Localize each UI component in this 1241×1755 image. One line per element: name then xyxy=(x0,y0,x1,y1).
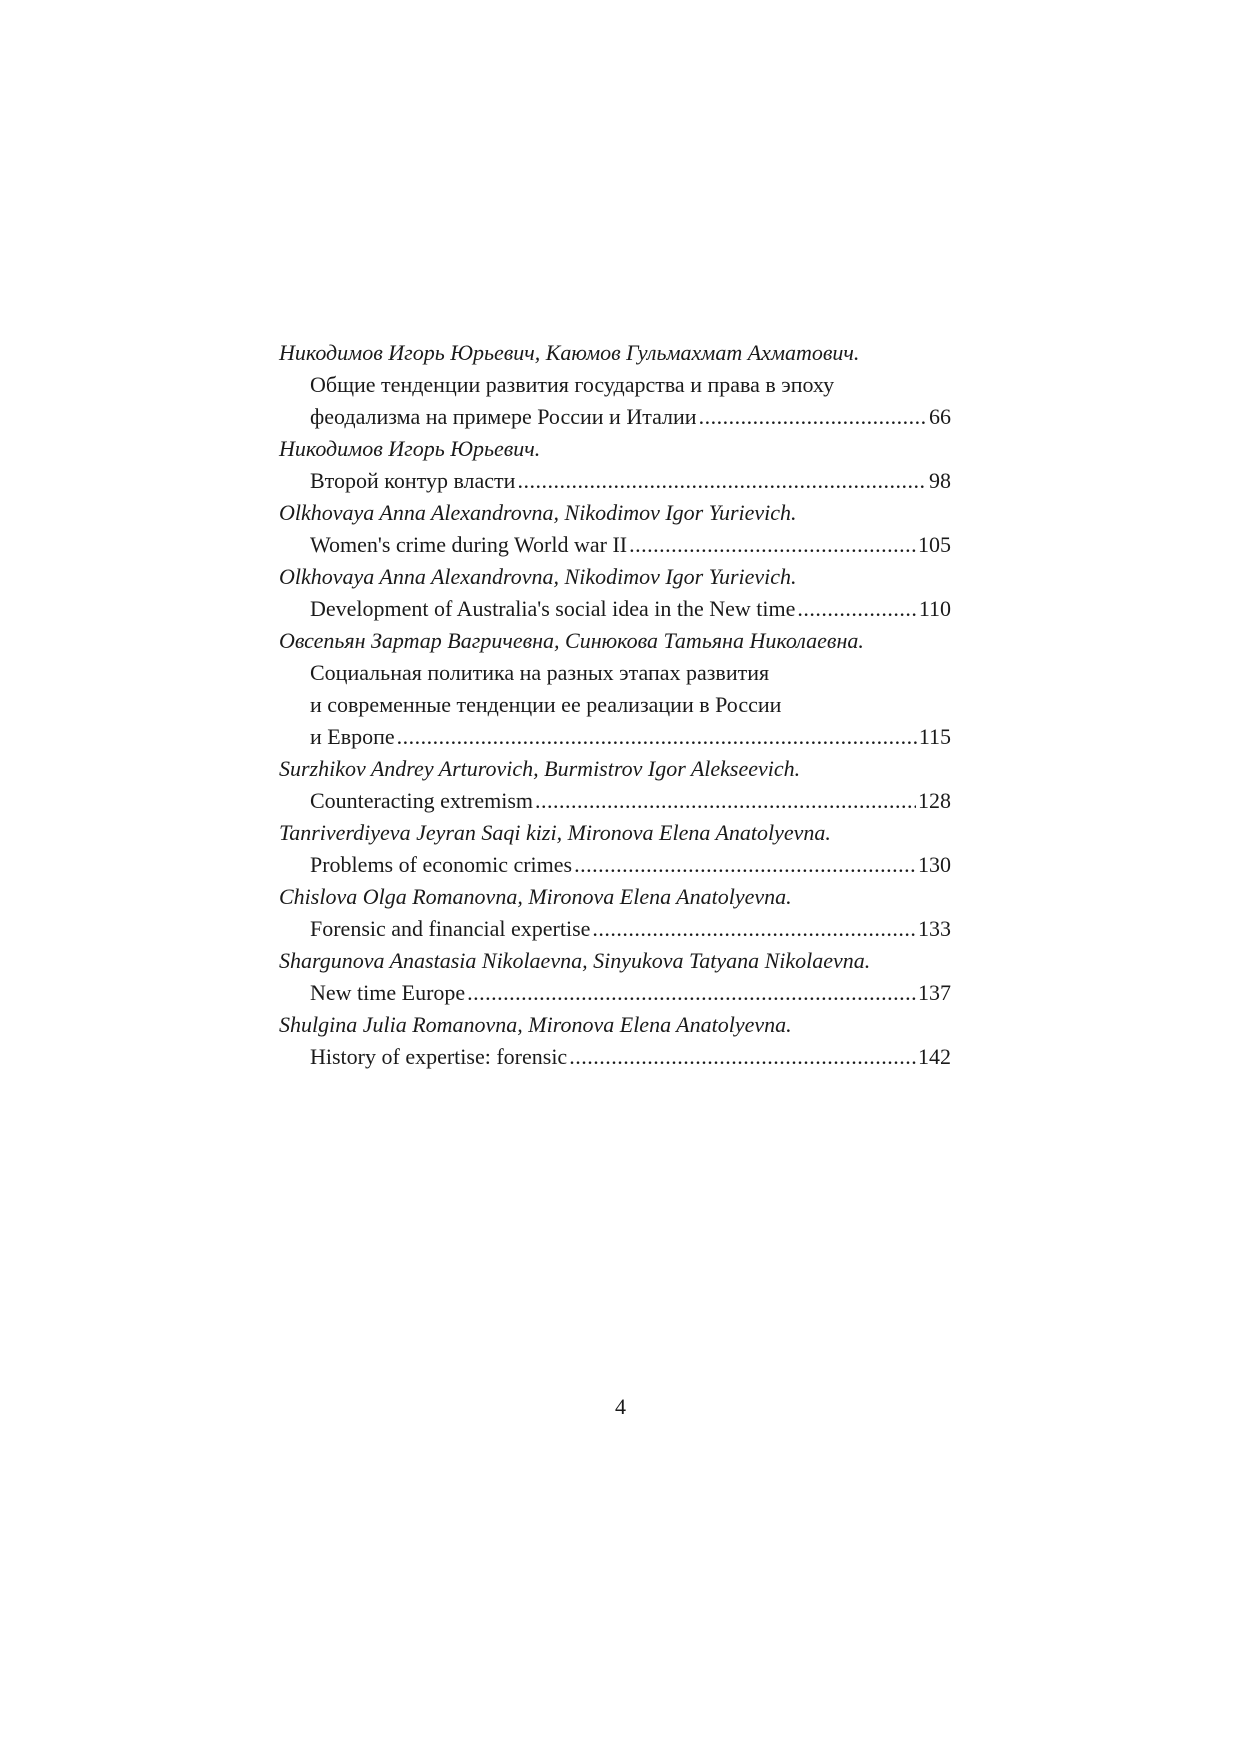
page-footer-number: 4 xyxy=(615,1394,626,1419)
entry-page-number: 115 xyxy=(918,724,951,749)
dot-leader xyxy=(535,785,916,817)
dot-leader xyxy=(397,721,917,753)
entry-authors: Никодимов Игорь Юрьевич, Каюмов Гульмахмат Ахматович. xyxy=(279,340,860,365)
entry-page-number: 128 xyxy=(918,788,951,813)
toc-entry xyxy=(279,945,951,1009)
toc-entry xyxy=(279,625,951,753)
toc-entry xyxy=(279,433,951,497)
dot-leader xyxy=(592,913,916,945)
entry-title: New time Europe xyxy=(310,980,466,1005)
dot-leader xyxy=(797,593,916,625)
toc-entry xyxy=(279,561,951,625)
entry-authors: Shargunova Anastasia Nikolaevna, Sinyukova Tatyana Nikolaevna. xyxy=(279,948,871,973)
table-of-contents xyxy=(279,337,951,1073)
toc-entry xyxy=(279,881,951,945)
entry-title-row[interactable] xyxy=(279,529,951,561)
dot-leader xyxy=(467,977,916,1009)
toc-entry xyxy=(279,497,951,561)
entry-title: Forensic and financial expertise xyxy=(310,916,591,941)
entry-page-number: 130 xyxy=(918,852,951,877)
entry-authors: Chislova Olga Romanovna, Mironova Elena Anatolyevna. xyxy=(279,884,792,909)
toc-entry xyxy=(279,1009,951,1073)
toc-entry xyxy=(279,817,951,881)
entry-title-row[interactable] xyxy=(279,785,951,817)
entry-title: Development of Australia's social idea in the New time xyxy=(310,596,796,621)
entry-page-number: 66 xyxy=(929,404,951,429)
entry-page-number: 137 xyxy=(918,980,951,1005)
entry-title: History of expertise: forensic xyxy=(310,1044,568,1069)
entry-title: феодализма на примере России и Италии xyxy=(310,404,697,429)
entry-title-row[interactable] xyxy=(279,849,951,881)
dot-leader xyxy=(629,529,916,561)
entry-authors: Никодимов Игорь Юрьевич. xyxy=(279,436,541,461)
toc-entry xyxy=(279,753,951,817)
entry-page-number: 133 xyxy=(918,916,951,941)
entry-title-row[interactable] xyxy=(279,593,951,625)
dot-leader xyxy=(569,1041,916,1073)
entry-page-number: 142 xyxy=(918,1044,951,1069)
entry-page-number: 110 xyxy=(918,596,951,621)
entry-title-row[interactable] xyxy=(279,977,951,1009)
entry-authors: Овсепьян Зартар Вагричевна, Синюкова Татьяна Николаевна. xyxy=(279,628,864,653)
entry-title: Women's crime during World war II xyxy=(310,532,628,557)
entry-page-number: 105 xyxy=(918,532,951,557)
entry-title-row[interactable] xyxy=(279,1041,951,1073)
entry-authors: Shulgina Julia Romanovna, Mironova Elena Anatolyevna. xyxy=(279,1012,792,1037)
entry-authors: Surzhikov Andrey Arturovich, Burmistrov Igor Alekseevich. xyxy=(279,756,801,781)
entry-title: Counteracting extremism xyxy=(310,788,533,813)
entry-title-row[interactable] xyxy=(279,913,951,945)
dot-leader xyxy=(574,849,916,881)
entry-title: и Европе xyxy=(310,724,395,749)
dot-leader xyxy=(517,465,927,497)
toc-entry xyxy=(279,337,951,433)
entry-title: Второй контур власти xyxy=(310,468,516,493)
entry-title-line: Социальная политика на разных этапах развития xyxy=(310,660,770,685)
entry-title-row[interactable] xyxy=(279,401,951,433)
entry-title-line: и современные тенденции ее реализации в России xyxy=(310,692,782,717)
entry-title-line: Общие тенденции развития государства и права в эпоху xyxy=(310,372,835,397)
entry-page-number: 98 xyxy=(929,468,951,493)
entry-title: Problems of economic crimes xyxy=(310,852,573,877)
entry-authors: Olkhovaya Anna Alexandrovna, Nikodimov Igor Yurievich. xyxy=(279,564,797,589)
entry-authors: Olkhovaya Anna Alexandrovna, Nikodimov Igor Yurievich. xyxy=(279,500,797,525)
entry-title-row[interactable] xyxy=(279,465,951,497)
entry-title-row[interactable] xyxy=(279,721,951,753)
entry-authors: Tanriverdiyeva Jeyran Saqi kizi, Mironova Elena Anatolyevna. xyxy=(279,820,831,845)
dot-leader xyxy=(699,401,927,433)
